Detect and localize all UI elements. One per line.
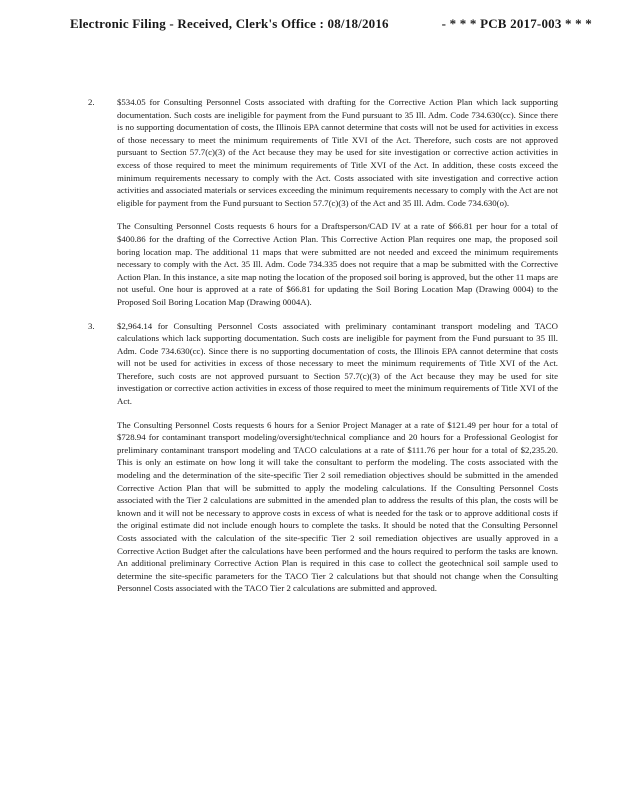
paragraph: $534.05 for Consulting Personnel Costs associated with drafting for the Corrective Action Plan which lack supporting documentation. Such costs are ineligible for payment from the Fund pursuant to 35 Ill. Adm. Code 734.630(cc). Since there is no supporting documentation of costs, the Illinois EPA cannot determine that costs will not be used for activities in excess of those necessary to meet the minimum requirements of Title XVI of the Act. Therefore, such costs are not approved pursuant to Section 57.7(c)(3) of the Act because they may be used for site investigation or corrective action activities in excess of those required to meet the minimum requirements of Title XVI of the Act. In addition, these costs exceed the minimum requirements necessary to comply with the Act. Costs associated with site investigation and corrective action activities and associated materials or services exceeding the minimum requirements necessary to comply with the Act are not eligible for payment from the Fund pursuant to Section 57.7(c)(3) of the Act and 35 Ill. Adm. Code 734.630(o). xyxy=(117,97,558,208)
item-number: 2. xyxy=(88,97,95,107)
list-item xyxy=(88,96,558,309)
item-body xyxy=(117,96,558,309)
paragraph: The Consulting Personnel Costs requests 6 hours for a Senior Project Manager at a rate of $121.49 per hour for a total of $728.94 for contaminant transport modeling/oversight/technical compliance and 20 hours for a Professional Geologist for preliminary contaminant transport modeling and TACO calculations at a rate of $111.76 per hour for a total of $2,235.20. This is only an estimate on how long it will take the consultant to perform the modeling. The costs associated with the modeling and the determination of the site-specific Tier 2 soil remediation objectives should be submitted in the amended Corrective Action Plan that will be submitted to apply the modeling calculations. If the Consulting Personnel Costs associated with the Tier 2 calculations are submitted in the amended plan to address the results of this plan, the costs will be known and it will not be necessary to approve costs in excess of what is needed for the task or to approve additional costs if the original estimate did not include enough hours to complete the tasks. It should be noted that the Consulting Personnel Costs associated with the calculation of the site-specific Tier 2 soil remediation objectives are usually approved in a Corrective Action Budget after the calculations have been performed and the hours required to perform the tasks are known. An additional preliminary Corrective Action Plan is required in this case to collect the geotechnical soil sample used to determine the site-specific parameters for the TACO Tier 2 calculations but that should not change when the Consulting Personnel Costs associated with the TACO Tier 2 calculations are submitted and approved. xyxy=(117,419,558,594)
document-body xyxy=(88,96,558,595)
case-number: - * * * PCB 2017-003 * * * xyxy=(441,16,592,31)
filing-header xyxy=(70,16,592,32)
item-number: 3. xyxy=(88,320,95,331)
paragraph: The Consulting Personnel Costs requests 6 hours for a Draftsperson/CAD IV at a rate of $66.81 per hour for a total of $400.86 for the drafting of the Corrective Action Plan. This Corrective Action Plan requires one map, the proposed soil boring location map. The additional 11 maps that were submitted are not needed and exceed the minimum requirements necessary to comply with the Act. 35 Ill. Adm. Code 734.335 does not require that a map be submitted with the Corrective Action Plan. In this instance, a site map noting the location of the proposed soil boring is approved, but the other 11 maps are not useful. One hour is approved at a rate of $66.81 for updating the Soil Boring Location Map (Drawing 0004) to the Proposed Soil Boring Location Map (Drawing 0004A). xyxy=(117,221,558,307)
paragraph: $2,964.14 for Consulting Personnel Costs associated with preliminary contaminant transport modeling and TACO calculations which lack supporting documentation. Such costs are ineligible for payment from the Fund pursuant to 35 Ill. Adm. Code 734.630(cc). Since there is no supporting documentation of costs, the Illinois EPA cannot determine that costs will not be used for activities in excess of those necessary to meet the minimum requirements of Title XVI of the Act. Therefore, such costs are not approved pursuant to Section 57.7(c)(3) of the Act because they may be used for site investigation or corrective action activities in excess of those required to meet the minimum requirements of Title XVI of the Act. xyxy=(117,320,558,407)
item-body xyxy=(117,320,558,595)
list-item xyxy=(88,320,558,595)
filing-stamp: Electronic Filing - Received, Clerk's Office : 08/18/2016 xyxy=(70,16,389,31)
